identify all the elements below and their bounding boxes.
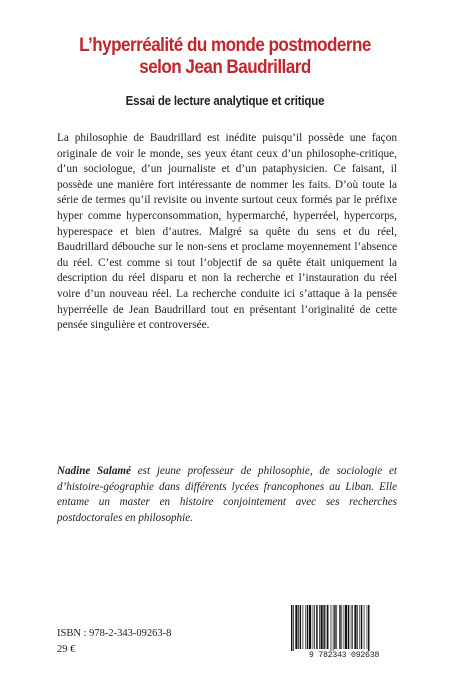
book-description: La philosophie de Baudrillard est inédite puisqu’il possède une façon originale de voir le monde, ses yeux étant ceux d’un philosophe-critique, d’un sociologue, d’un journaliste et d’un pataphysicien. Ce faisant, il possède une manière fort intéressante de nommer les faits. D’où toute la série de termes qu’il revisite ou invente surtout ceux formés par le préfixe hyper comme hyperconsommation, hypermarché, hyperréel, hypercorps, hyperespace et bien d’autres. Malgré sa quête du sens et du réel, Baudrillard débouche sur le non-sens et proclame moyennement l’absence du réel. C’est comme si tout l’objectif de sa quête était uniquement la description du réel disparu et non la recherche et l’instauration du réel voire d’un nouveau réel. La recherche conduite ici s’attaque à la pensée hyperréelle de Jean Baudrillard tout en présentant l’originalité de cette pensée singulière et controversée.: [57, 132, 397, 332]
author-bio-text: est jeune professeur de philosophie, de sociologie et d’histoire-géographie dans différents lycées francophones au Liban. Elle entame un master en histoire conjointement avec ses recherches postdoctorales en philosophie.: [57, 465, 397, 524]
title-line-1: L’hyperréalité du monde postmoderne: [79, 35, 371, 56]
barcode-bar: [291, 605, 292, 653]
barcode-bar: [354, 605, 356, 649]
book-title: [41, 35, 410, 79]
barcode-bar: [344, 605, 345, 649]
barcode-bar: [357, 605, 358, 649]
barcode-number: 9 782343 092638: [285, 651, 403, 660]
barcode-bar: [323, 605, 324, 649]
barcode-bar: [295, 605, 297, 649]
barcode-bar: [307, 605, 308, 649]
barcode-bar: [305, 605, 306, 649]
barcode-bar: [300, 605, 301, 649]
barcode-bar: [313, 605, 314, 649]
barcode-bar: [326, 605, 327, 649]
barcode-bar: [321, 605, 323, 649]
title-line-2: selon Jean Baudrillard: [139, 57, 311, 78]
author-bio: [57, 464, 397, 526]
barcode-bar: [352, 605, 353, 649]
barcode-bar: [345, 605, 347, 649]
barcode-bar: [327, 605, 328, 649]
barcode-bar: [303, 605, 304, 649]
barcode-bar: [309, 605, 311, 649]
barcode-bar: [339, 605, 340, 649]
barcode-bar: [361, 605, 362, 649]
barcode-bars: [285, 605, 403, 653]
barcode-bar: [367, 605, 368, 649]
barcode-bar: [348, 605, 349, 649]
barcode-bar: [333, 605, 334, 653]
book-subtitle: Essai de lecture analytique et critique: [125, 94, 325, 108]
barcode-bar: [368, 605, 369, 653]
barcode-bar: [319, 605, 320, 649]
barcode-bar: [359, 605, 360, 649]
price-label: 29 €: [57, 644, 76, 655]
barcode-bar: [341, 605, 342, 649]
barcode-bar: [298, 605, 299, 649]
barcode-bar: [336, 605, 337, 649]
isbn-label: ISBN : 978-2-343-09263-8: [57, 628, 172, 639]
barcode-bar: [293, 605, 294, 653]
barcode-bar: [364, 605, 365, 649]
barcode-bar: [334, 605, 335, 649]
barcode-bar: [331, 605, 332, 653]
barcode-bar: [314, 605, 315, 649]
barcode-bar: [351, 605, 352, 649]
barcode-bar: [316, 605, 317, 649]
author-name: Nadine Salamé: [57, 465, 131, 477]
